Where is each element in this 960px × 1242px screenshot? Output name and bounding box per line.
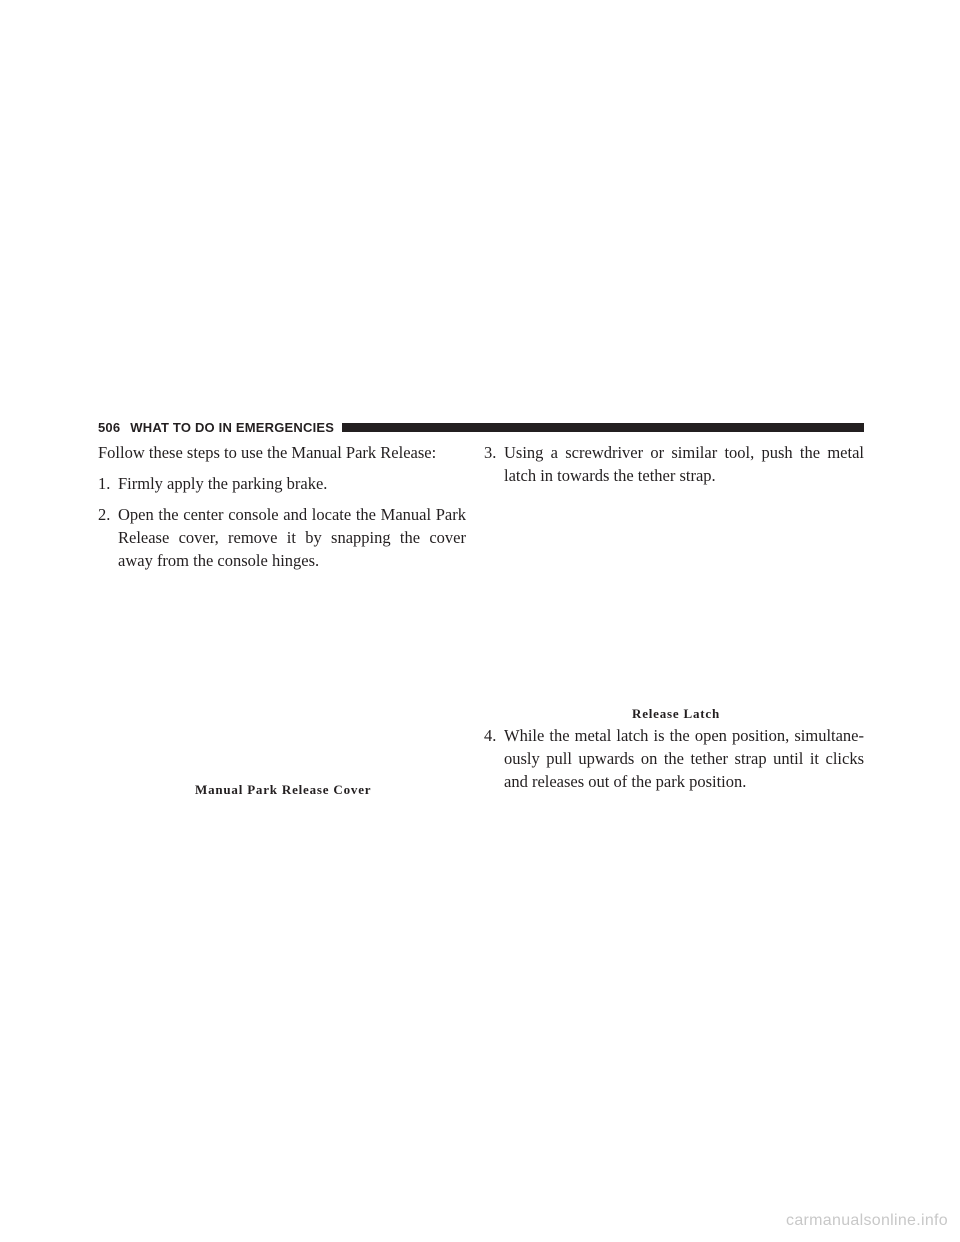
page-header [98, 418, 864, 436]
step-item [484, 724, 864, 793]
figure-caption: Release Latch [632, 706, 721, 721]
manual-park-release-figure [98, 580, 466, 776]
step-text: While the metal latch is the open position, simultane-ously pull upwards on the tether strap until it clicks and releases out of the park position. [504, 726, 864, 791]
step-item [98, 503, 466, 572]
right-column [484, 441, 864, 495]
section-title: WHAT TO DO IN EMERGENCIES [130, 419, 335, 435]
step-number: 3. [484, 443, 497, 462]
intro-text: Follow these steps to use the Manual Park Release: [98, 443, 437, 462]
figure-caption: Manual Park Release Cover [195, 782, 372, 797]
step-number: 4. [484, 726, 497, 745]
left-column [98, 441, 466, 580]
page-number: 506 [98, 419, 121, 435]
step-item [98, 472, 466, 495]
step-text: Firmly apply the parking brake. [118, 474, 328, 493]
step-item [484, 441, 864, 487]
step-number: 1. [98, 474, 111, 493]
header-rule [342, 423, 864, 432]
step-text: Open the center console and locate the Manual Park Release cover, remove it by snapping the cover away from the console hinges. [118, 505, 466, 570]
step-text: Using a screwdriver or similar tool, push the metal latch in towards the tether strap. [504, 443, 864, 485]
step-number: 2. [98, 505, 111, 524]
watermark-link[interactable]: carmanualsonline.info [786, 1212, 948, 1229]
release-latch-figure [484, 496, 864, 700]
right-column-continued [484, 724, 864, 801]
